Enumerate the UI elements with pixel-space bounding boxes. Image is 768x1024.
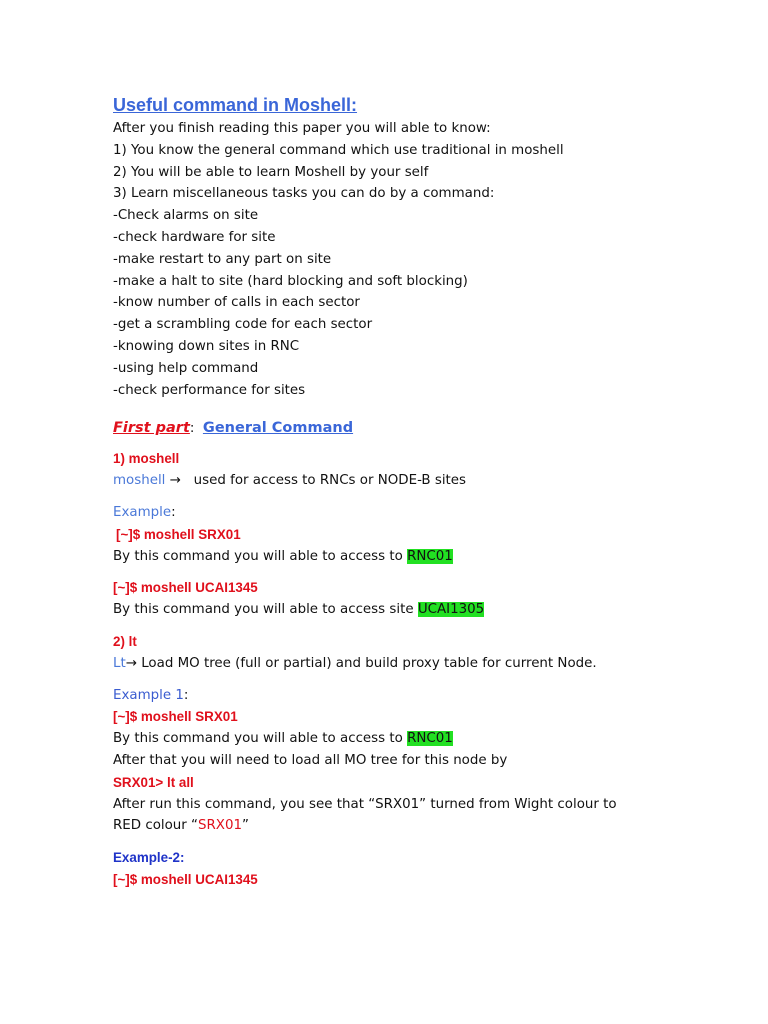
intro-line: -Check alarms on site: [113, 208, 259, 224]
intro-line: 3) Learn miscellaneous tasks you can do by a command:: [113, 186, 495, 202]
first-part-label: First part: [113, 420, 190, 437]
intro-line: -make restart to any part on site: [113, 251, 332, 267]
red-srx01: SRX01: [198, 818, 243, 834]
intro-line: -make a halt to site (hard blocking and soft blocking): [113, 273, 468, 289]
highlight-ucai1305: UCAI1305: [417, 602, 485, 618]
intro-line: -knowing down sites in RNC: [113, 338, 300, 354]
example-2-label: Example-2:: [113, 850, 185, 866]
general-command-link[interactable]: General Command: [202, 420, 354, 437]
after-text: After run this command, you see that “SRX01” turned from Wight colour to: [113, 796, 617, 812]
part-heading: [113, 414, 673, 442]
example-text: By this command you will able to access site UCAI1305: [113, 602, 485, 618]
arrow-icon: →: [169, 473, 181, 489]
lt-description: [113, 653, 673, 675]
part-colon: :: [189, 421, 195, 437]
intro-line: -using help command: [113, 360, 259, 376]
moshell-desc-text: used for access to RNCs or NODE-B sites: [193, 473, 467, 489]
intro-line: 2) You will be able to learn Moshell by your self: [113, 164, 429, 180]
intro-line: 1) You know the general command which use traditional in moshell: [113, 142, 564, 158]
lt-desc-text: Load MO tree (full or partial) and build proxy table for current Node.: [136, 655, 597, 671]
load-text: After that you will need to load all MO tree for this node by: [113, 752, 508, 768]
intro-line: After you finish reading this paper you will able to know:: [113, 121, 491, 136]
red-colour-text: RED colour “SRX01”: [113, 818, 249, 834]
moshell-command: moshell: [113, 473, 166, 489]
section-heading-moshell: 1) moshell: [113, 451, 180, 467]
example-text: By this command you will able to access to RNC01: [113, 548, 453, 564]
example-command: [~]$ moshell UCAI1345: [113, 580, 258, 596]
lt-all-command: SRX01> lt all: [113, 774, 194, 790]
example-label: Example:: [113, 504, 176, 520]
highlight-rnc01: RNC01: [407, 731, 453, 747]
intro-line: -check performance for sites: [113, 382, 306, 398]
example-text: By this command you will able to access to RNC01: [113, 731, 453, 747]
moshell-description: [113, 470, 673, 492]
intro-line: -get a scrambling code for each sector: [113, 317, 373, 333]
example-command: [~]$ moshell UCAI1345: [113, 871, 258, 887]
highlight-rnc01: RNC01: [407, 548, 453, 564]
arrow-icon: →: [125, 655, 137, 671]
section-heading-lt: 2) lt: [113, 633, 137, 649]
example-command: [~]$ moshell SRX01: [116, 526, 241, 542]
example-label: Example 1:: [113, 687, 189, 703]
lt-command: Lt: [113, 655, 126, 671]
example-command: [~]$ moshell SRX01: [113, 709, 238, 725]
intro-line: -check hardware for site: [113, 229, 276, 245]
page-title: Useful command in Moshell:: [113, 95, 358, 115]
document-page: [113, 92, 673, 891]
intro-line: -know number of calls in each sector: [113, 295, 360, 311]
